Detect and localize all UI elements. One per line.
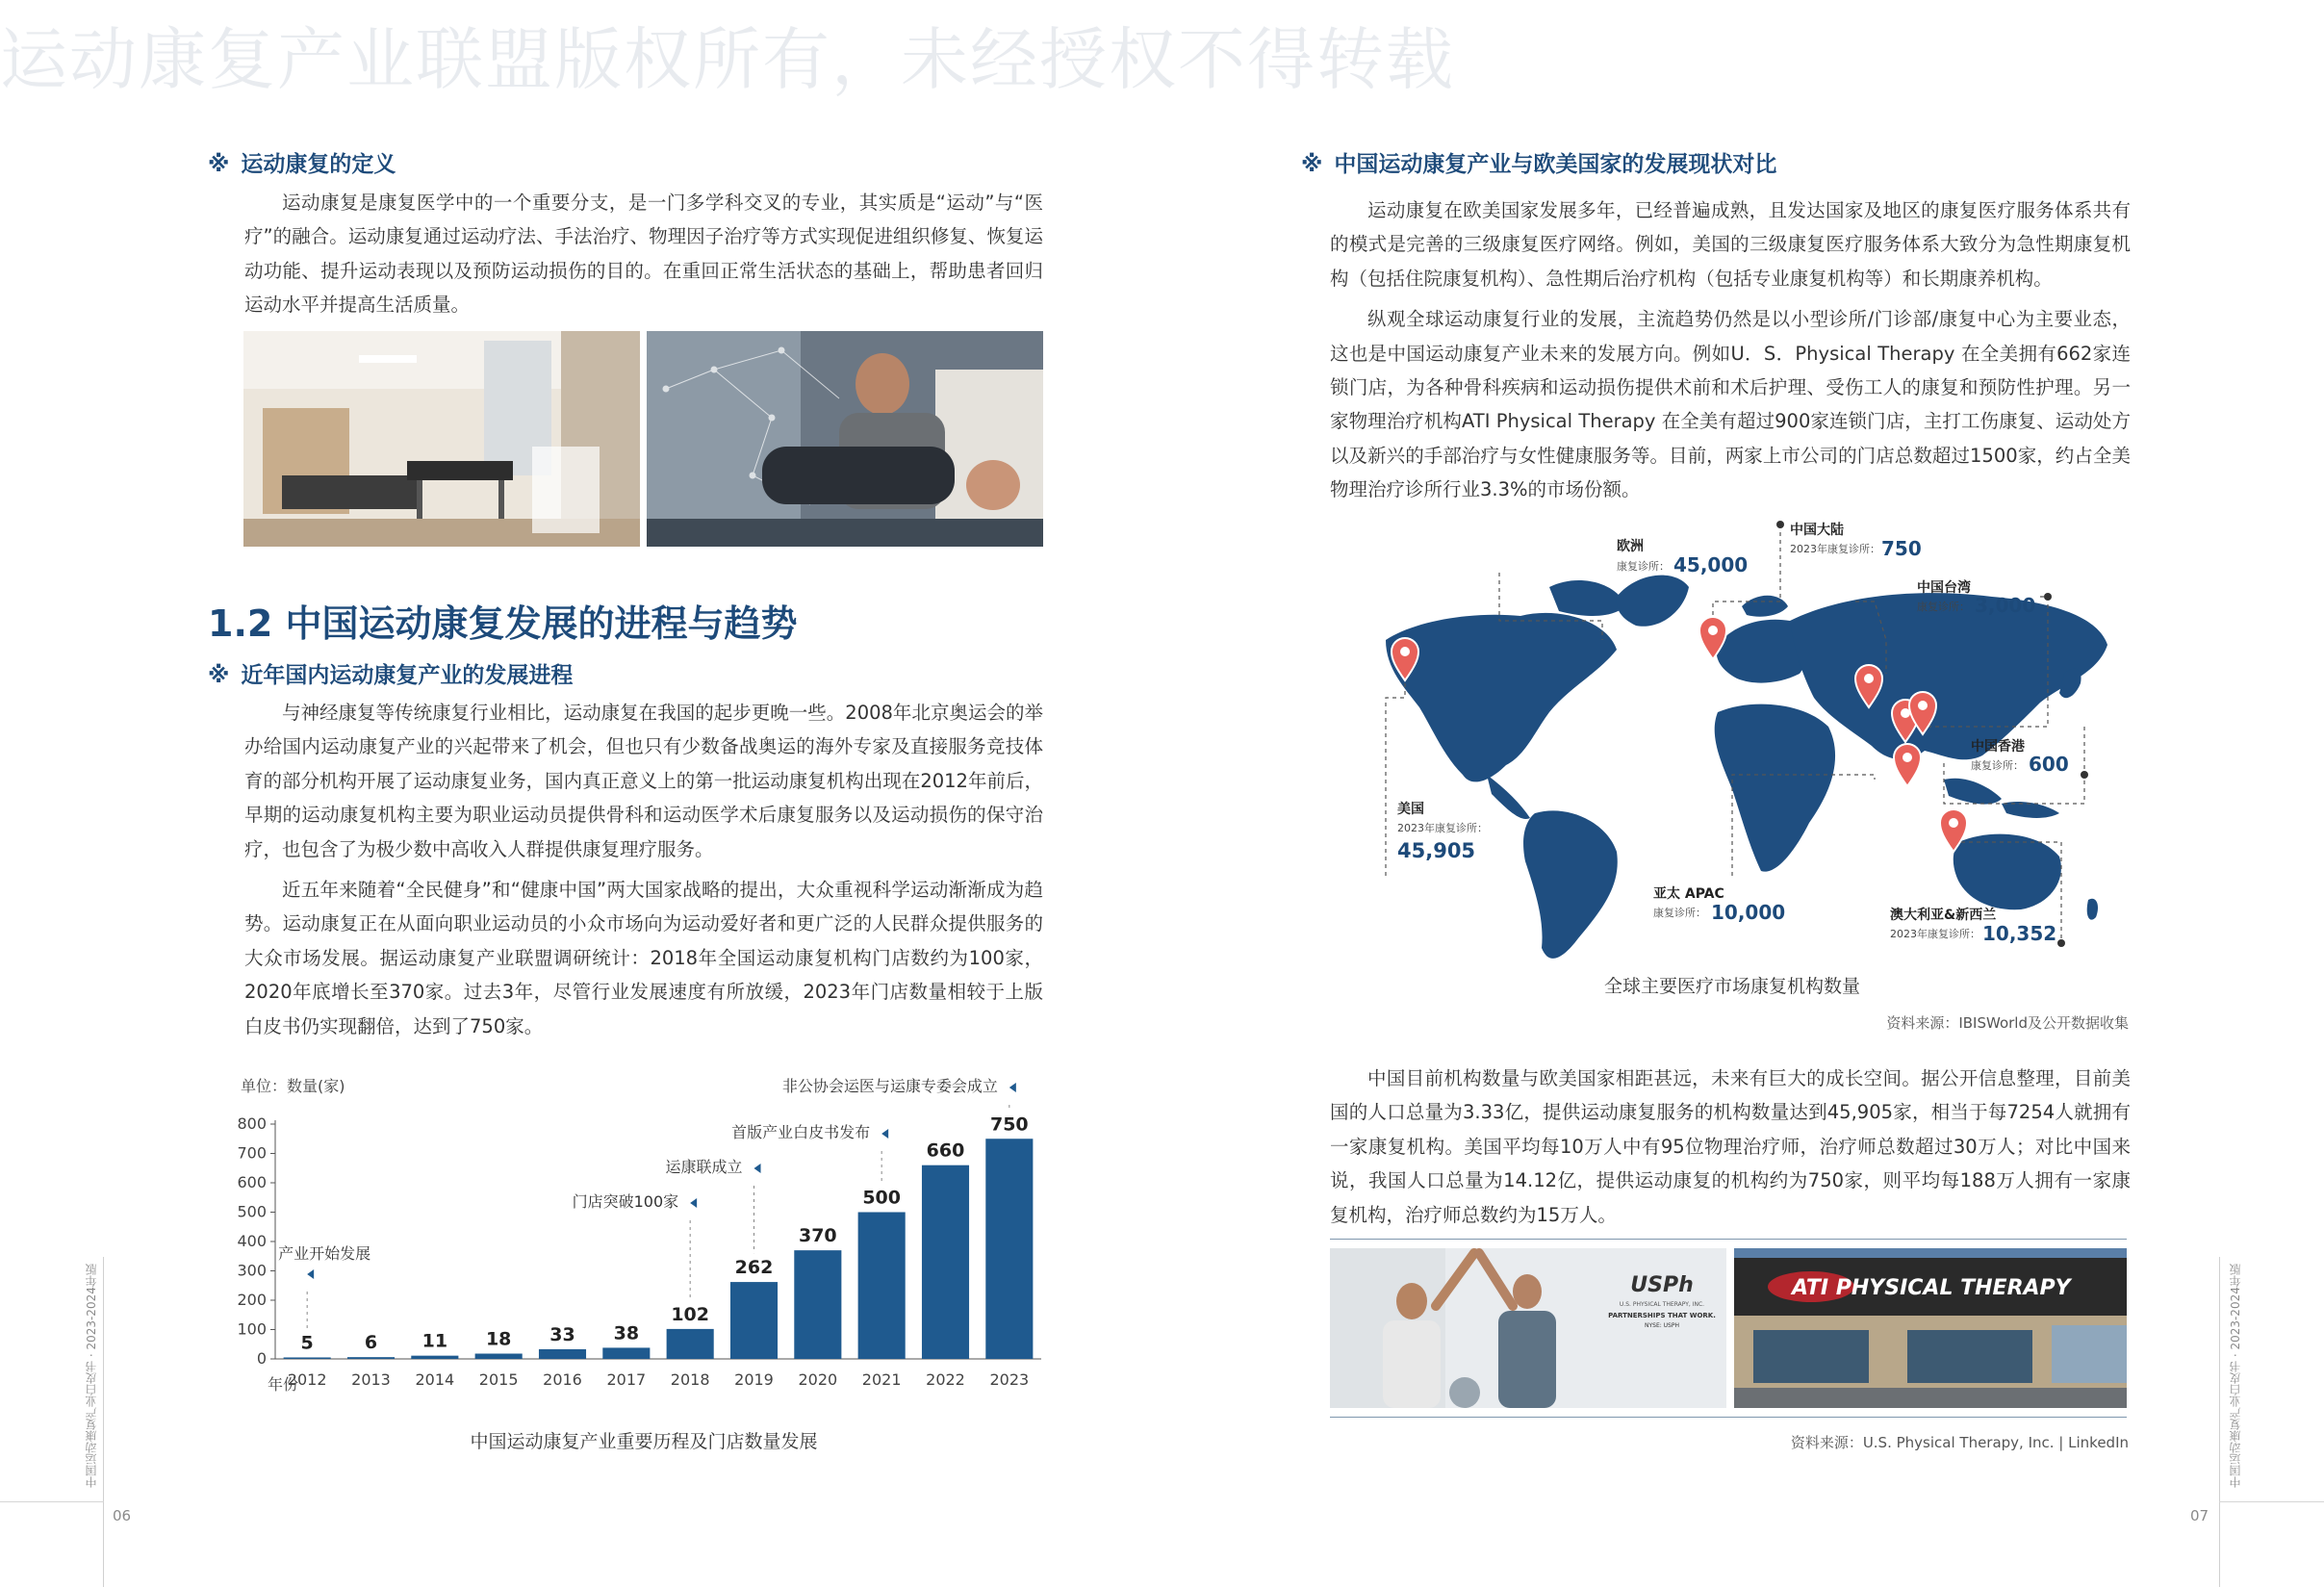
photo-source: 资料来源：U.S. Physical Therapy, Inc. | LinkedIn	[1790, 1434, 2129, 1451]
map-label-apac: 亚太 APAC	[1653, 886, 1724, 902]
annotation-label: 门店突破100家	[572, 1192, 679, 1211]
right-footer-line	[2219, 1501, 2324, 1502]
chart-x-tick-label: 2012	[287, 1370, 327, 1389]
svg-text:康复诊所：: 康复诊所：	[1971, 759, 2024, 772]
map-label-usa: 美国	[1397, 802, 1424, 817]
chart-y-tick-label: 700	[237, 1143, 267, 1163]
annotation-label: 首版产业白皮书发布	[731, 1123, 871, 1141]
map-label-mainland: 中国大陆	[1790, 523, 1844, 538]
svg-text:NYSE: USPH: NYSE: USPH	[1644, 1322, 1680, 1329]
chart-y-tick-label: 0	[256, 1349, 267, 1368]
photo-bottom-rule	[1330, 1417, 2127, 1418]
chart-y-tick-label: 100	[237, 1319, 267, 1339]
svg-text:康复诊所：: 康复诊所：	[1917, 601, 1970, 613]
reference-mark-icon: ※	[208, 663, 230, 688]
store-count-chart-svg	[237, 1064, 1055, 1401]
chart-y-tick-label: 600	[237, 1173, 267, 1191]
annotation-arrow-icon	[690, 1198, 697, 1208]
svg-text:2023年康复诊所：: 2023年康复诊所：	[1790, 543, 1880, 555]
svg-text:U.S. PHYSICAL THERAPY, INC.: U.S. PHYSICAL THERAPY, INC.	[1619, 1301, 1705, 1308]
chart-data-label: 750	[989, 1113, 1029, 1136]
page-number-right: 07	[2190, 1507, 2209, 1524]
reference-mark-icon: ※	[1301, 152, 1323, 177]
photo-top-rule	[1330, 1239, 2127, 1240]
svg-text:45,905: 45,905	[1397, 839, 1476, 862]
chart-bar	[730, 1282, 778, 1359]
chart-x-tick-label: 2023	[989, 1370, 1030, 1389]
map-label-hongkong: 中国香港	[1971, 739, 2025, 755]
svg-text:PARTNERSHIPS THAT WORK.: PARTNERSHIPS THAT WORK.	[1608, 1312, 1716, 1319]
chart-bar	[475, 1354, 523, 1359]
definition-title: ※ 运动康复的定义	[208, 152, 396, 177]
chart-bar	[539, 1349, 586, 1359]
chart-data-label: 5	[300, 1332, 314, 1354]
chart-y-tick-label: 300	[237, 1261, 267, 1280]
svg-text:2023年康复诊所：: 2023年康复诊所：	[1397, 822, 1488, 834]
svg-text:600: 600	[2029, 753, 2069, 776]
chart-data-label: 102	[671, 1303, 710, 1325]
chart-x-tick-label: 2017	[606, 1370, 647, 1389]
usph-photo	[1330, 1248, 1726, 1408]
chart-data-label: 11	[421, 1330, 448, 1352]
chart-bar	[922, 1165, 969, 1359]
map-source: 资料来源：IBISWorld及公开数据收集	[1886, 1014, 2129, 1032]
side-label-right: 中国运动康复产业白皮书 · 2023-2024年版	[2229, 1264, 2242, 1488]
chart-y-tick-label: 500	[237, 1202, 267, 1221]
chart-y-label: 单位：数量(家)	[241, 1077, 345, 1095]
map-label-europe: 欧洲	[1617, 539, 1644, 554]
chart-x-tick-label: 2014	[415, 1370, 455, 1389]
svg-text:3,000: 3,000	[1975, 594, 2036, 617]
annotation-label: 产业开始发展	[278, 1244, 371, 1263]
chart-data-label: 370	[798, 1225, 837, 1247]
section-heading: 1.2 中国运动康复发展的进程与趋势	[208, 602, 798, 645]
svg-text:10,000: 10,000	[1711, 901, 1786, 924]
usph-logo-mark: USPh	[1630, 1273, 1694, 1297]
reference-mark-icon: ※	[208, 152, 230, 177]
chart-bar	[858, 1213, 906, 1360]
therapist-patient-photo	[647, 331, 1043, 547]
side-label-left: 中国运动康复产业白皮书 · 2023-2024年版	[85, 1264, 98, 1488]
gap-text: 中国目前机构数量与欧美国家相距甚远，未来有巨大的成长空间。据公开信息整理，目前美国的人口总量为3.33亿，提供运动康复服务的机构数量达到45,905家，相当于每7254人就拥有一家康复机构。美国平均每10万人中有95位物理治疗师，治疗师总数超过30万人；对比中国来说，我国人口总量为14.12亿，提供运动康复的机构约为750家，则平均每188万人拥有一家康复机构，治疗师总数约为15万人。	[1330, 1067, 2131, 1226]
svg-text:10,352: 10,352	[1982, 922, 2057, 945]
chart-x-tick-label: 2018	[670, 1370, 710, 1389]
comparison-text: 运动康复在欧美国家发展多年，已经普遍成熟，且发达国家及地区的康复医疗服务体系共有的模式是完善的三级康复医疗网络。例如，美国的三级康复医疗服务体系大致分为急性期康复机构（包括住院康复机构）、急性期后治疗机构（包括专业康复机构等）和长期康养机构。 纵观全球运动康复行业的发展，主流趋势仍然是以小型诊所/门诊部/康复中心为主要业态，这也是中国运动康复产业未来的发展方向。例如U．S．Physical Therapy 在全美拥有662家连锁门店，为各种骨科疾病和运动损伤提供术前和术后护理、受伤工人的康复和预防性护理。另一家物理治疗机构ATI Physical Therapy 在全美有超过900家连锁门店，主打工伤康复、运动处方以及新兴的手部治疗与女性健康服务等。目前，两家上市公司的门店总数超过1500家，约占全美物理治疗诊所行业3.3%的市场份额。	[1330, 199, 2131, 501]
chart-bar	[284, 1357, 331, 1359]
right-margin-line	[2219, 1257, 2220, 1587]
svg-text:康复诊所：: 康复诊所：	[1617, 560, 1670, 573]
svg-text:750: 750	[1881, 537, 1922, 560]
chart-x-tick-label: 2019	[734, 1370, 774, 1389]
chart-x-tick-label: 2020	[798, 1370, 838, 1389]
left-margin-line	[103, 1257, 104, 1587]
chart-data-label: 33	[549, 1323, 575, 1345]
chart-data-label: 660	[926, 1139, 965, 1162]
ati-sign-text: ATI PHYSICAL THERAPY	[1792, 1276, 2071, 1300]
chart-x-tick-label: 2022	[926, 1370, 965, 1389]
svg-text:45,000: 45,000	[1673, 553, 1749, 576]
progress-text: 与神经康复等传统康复行业相比，运动康复在我国的起步更晚一些。2008年北京奥运会的举办给国内运动康复产业的兴起带来了机会，但也只有少数备战奥运的海外专家及直接服务竞技体育的部分机构开展了运动康复业务，国内真正意义上的第一批运动康复机构出现在2012年前后，早期的运动康复机构主要为职业运动员提供骨科和运动医学术后康复服务以及运动损伤的保守治疗，也包含了为极少数中高收入人群提供康复理疗服务。 近五年来随着“全民健身”和“健康中国”两大国家战略的提出，大众重视科学运动渐渐成为趋势。运动康复正在从面向职业运动员的小众市场向为运动爱好者和更广泛的人民群众提供服务的大众市场发展。据运动康复产业联盟调研统计：2018年全国运动康复机构门店数约为100家，2020年底增长至370家。过去3年，尽管行业发展速度有所放缓，2023年门店数量相较于上版白皮书仍实现翻倍，达到了750家。	[244, 702, 1043, 1037]
page-number-left: 06	[113, 1507, 132, 1524]
chart-bar	[985, 1139, 1033, 1359]
chart-y-tick-label: 400	[237, 1232, 267, 1250]
world-map	[1328, 515, 2136, 967]
chart-caption: 中国运动康复产业重要历程及门店数量发展	[470, 1431, 818, 1452]
chart-bar	[347, 1357, 395, 1359]
chart-x-tick-label: 2016	[543, 1370, 582, 1389]
chart-x-tick-label: 2015	[478, 1370, 519, 1389]
chart-bar	[794, 1250, 841, 1359]
annotation-arrow-icon	[881, 1129, 888, 1139]
chart-bar	[667, 1329, 714, 1359]
svg-text:康复诊所：: 康复诊所：	[1653, 907, 1706, 919]
map-label-aus: 澳大利亚&新西兰	[1890, 908, 1997, 923]
left-footer-line	[0, 1501, 104, 1502]
annotation-label: 非公协会运医与运康专委会成立	[781, 1077, 998, 1095]
chart-data-label: 500	[862, 1187, 902, 1209]
chart-x-tick-label: 2013	[351, 1370, 391, 1389]
chart-data-label: 38	[613, 1322, 640, 1344]
chart-x-label: 年份	[268, 1375, 299, 1394]
chart-data-label: 262	[734, 1257, 774, 1279]
map-label-taiwan: 中国台湾	[1917, 580, 1971, 596]
chart-data-label: 18	[485, 1328, 512, 1350]
definition-text: 运动康复是康复医学中的一个重要分支，是一门多学科交叉的专业，其实质是“运动”与“医疗”的融合。运动康复通过运动疗法、手法治疗、物理因子治疗等方式实现促进组织修复、恢复运动功能、提升运动表现以及预防运动损伤的目的。在重回正常生活状态的基础上，帮助患者回归运动水平并提高生活质量。	[244, 192, 1043, 317]
chart-data-label: 6	[364, 1332, 378, 1354]
chart-y-tick-label: 200	[237, 1291, 267, 1309]
store-count-chart	[237, 1064, 1055, 1401]
annotation-arrow-icon	[754, 1164, 761, 1173]
chart-bar	[602, 1347, 650, 1359]
annotation-arrow-icon	[307, 1269, 314, 1279]
progress-title: ※ 近年国内运动康复产业的发展进程	[208, 663, 574, 688]
chart-x-tick-label: 2021	[861, 1370, 902, 1389]
ati-storefront-photo	[1734, 1248, 2127, 1408]
annotation-arrow-icon	[1009, 1083, 1016, 1092]
watermark: 运动康复产业联盟版权所有，未经授权不得转载	[0, 20, 1455, 99]
chart-bar	[411, 1356, 458, 1359]
svg-text:2023年康复诊所：: 2023年康复诊所：	[1890, 928, 1980, 940]
clinic-room-photo	[243, 331, 640, 547]
annotation-label: 运康联成立	[665, 1158, 743, 1176]
map-caption: 全球主要医疗市场康复机构数量	[1603, 976, 1860, 997]
comparison-title: ※ 中国运动康复产业与欧美国家的发展现状对比	[1301, 152, 1777, 177]
chart-y-tick-label: 800	[237, 1114, 267, 1133]
